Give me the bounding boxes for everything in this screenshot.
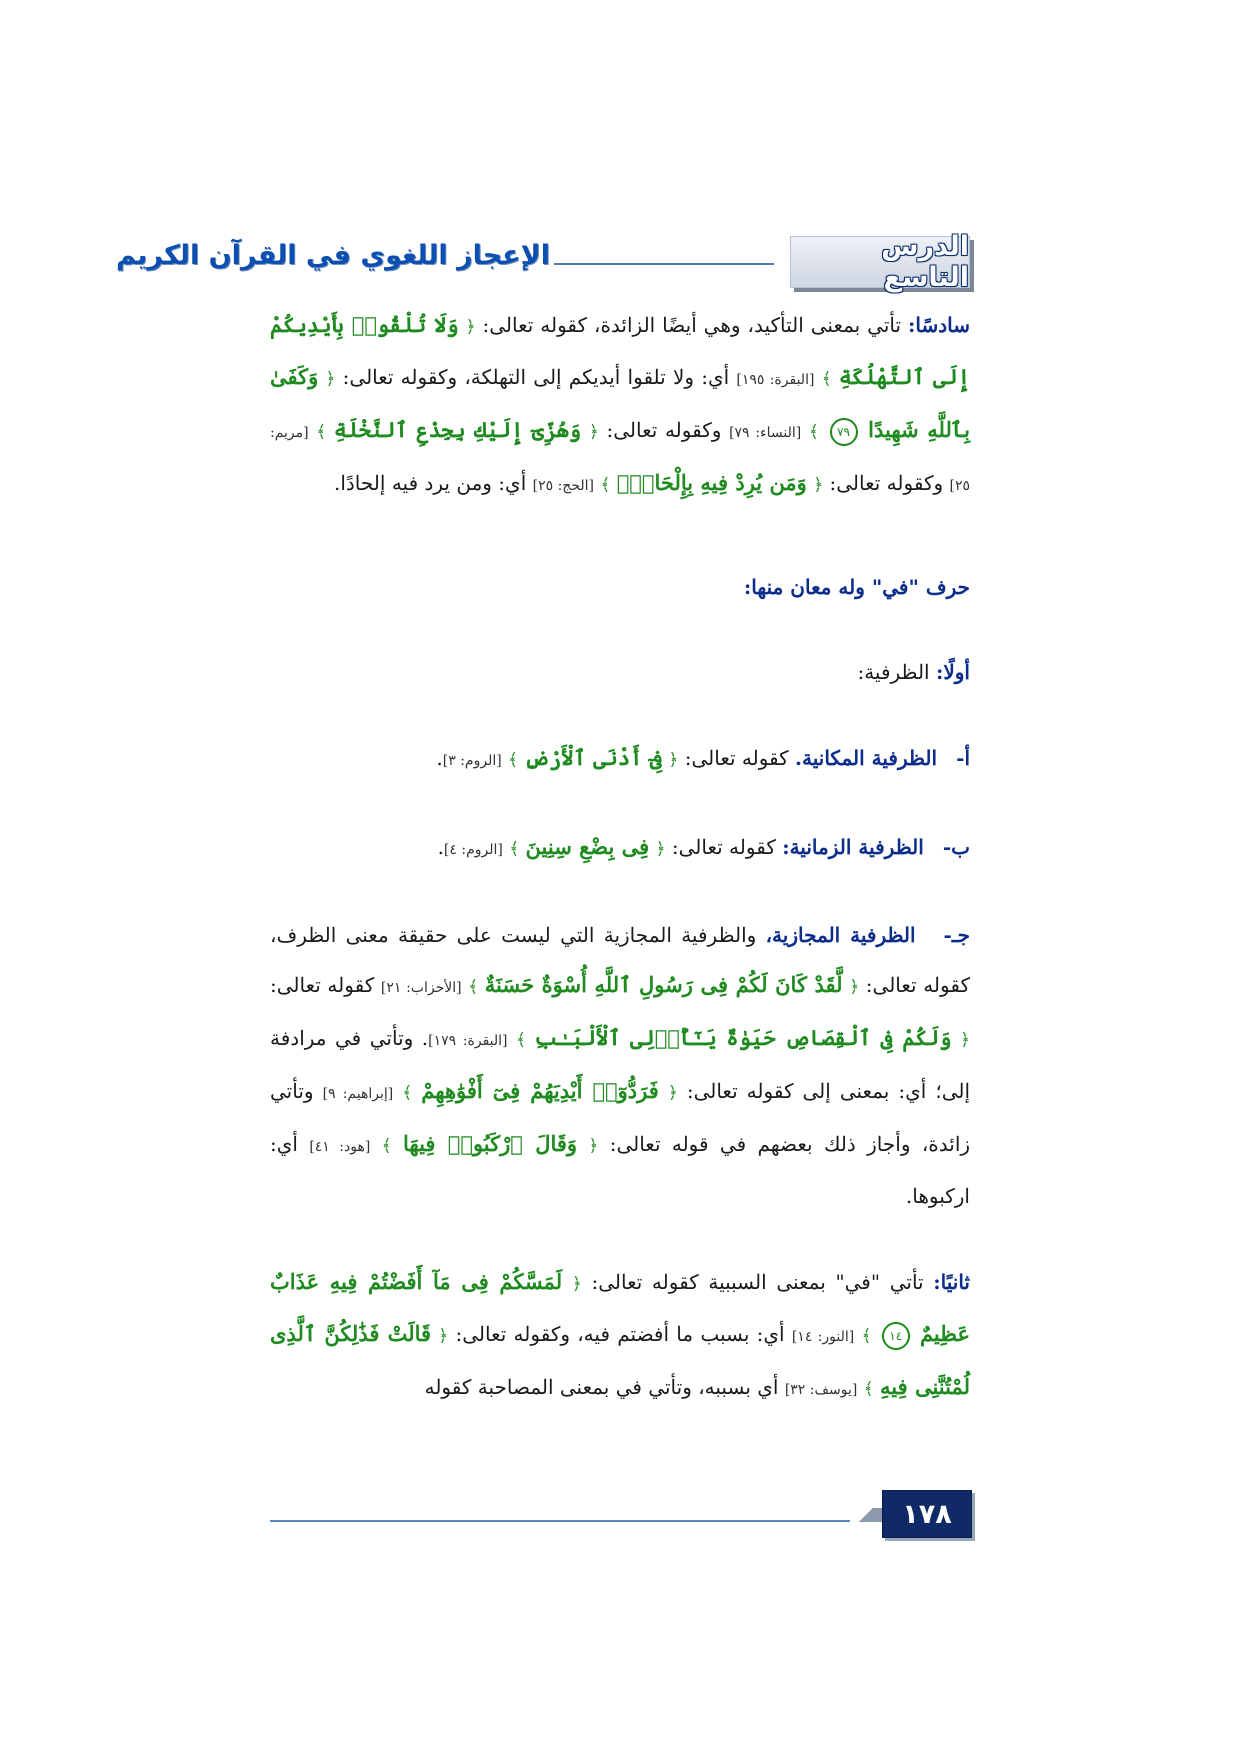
section-heading: حرف "في" وله معان منها: [743,575,970,599]
verse-reference: [الروم: ٤] [443,842,503,858]
body-text: . [437,835,444,859]
verse-reference: [الحج: ٢٥] [532,478,594,494]
quran-open-bracket: ﴿ [849,977,860,997]
quran-verse: وَهُزِّىٓ إِلَيْكِ بِجِذْعِ ٱلنَّخْلَةِ [333,417,582,442]
quran-open-bracket: ﴿ [588,422,599,442]
verse-reference: [هود: ٤١] [309,1139,371,1155]
header-divider [554,263,774,265]
quran-verse: فَرَدُّوٓا۟ أَيْدِيَهُمْ فِىٓ أَفْوَٰهِهِمْ [421,1078,659,1103]
verse-reference: [الروم: ٣] [442,753,502,769]
verse-reference: [مريم: ٢٥] [270,425,970,494]
quran-close-bracket: ﴾ [808,422,819,442]
body-text: أي: بسبب ما أفضتم فيه، وكقوله تعالى: [448,1322,792,1346]
quran-open-bracket: ﴿ [465,317,476,337]
paragraph-second [270,1257,970,1415]
item-letter: ب- [942,835,970,859]
verse-reference: [النساء: ٧٩] [729,425,802,441]
list-item-c [270,911,970,1221]
body-text: أي: اركبوها. [270,1132,970,1208]
body-text: كقوله تعالى: [665,835,783,859]
quran-close-bracket: ﴾ [600,475,611,495]
body-text: الظرفية: [857,660,936,684]
body-text: . [436,746,443,770]
book-title: الإعجاز اللغوي في القرآن الكريم [116,240,550,271]
footer-corner-ornament [850,1508,882,1522]
quran-verse: وَقَالَ ٱرْكَبُوا۟ فِيهَا [403,1131,578,1156]
quran-close-bracket: ﴾ [402,1083,413,1103]
quran-open-bracket: ﴿ [960,1030,971,1050]
item-letter: أ- [956,746,970,770]
item-heading: الظرفية المكانية. [795,746,938,770]
quran-close-bracket: ﴾ [468,977,479,997]
quran-open-bracket: ﴿ [588,1136,599,1156]
verse-reference: [إبراهيم: ٩] [322,1086,394,1102]
body-text: أي: ومن يرد فيه إلحادًا. [333,471,533,495]
paragraph-heading: سادسًا: [908,313,970,337]
paragraph-first [270,648,970,697]
quran-verse: وَلَا تُلْقُوا۟ بِأَيْدِيكُمْ إِلَى ٱلتَّهْلُكَةِ [270,312,971,389]
quran-close-bracket: ﴾ [381,1136,392,1156]
quran-close-bracket: ﴾ [861,1326,872,1346]
body-text: كقوله تعالى: [270,973,381,997]
body-text: تأتي "في" بمعنى السببية كقوله تعالى: [581,1270,934,1294]
body-text: أي: ولا تلقوا أيديكم إلى التهلكة، وكقوله تعالى: [335,365,737,389]
ayah-number-marker: ٧٩ [830,418,858,446]
quran-verse: وَلَكُمْ فِى ٱلْقِصَاصِ حَيَوٰةٌ يَـٰٓأُو۟لِى ٱلْأَلْبَـٰبِ [534,1025,952,1050]
item-letter: جـ- [943,923,971,947]
paragraph-heading: أولًا: [935,660,970,684]
quran-open-bracket: ﴿ [438,1326,449,1346]
verse-reference: [البقرة: ١٧٩] [428,1033,508,1049]
list-item-b [270,822,970,875]
verse-reference: [يوسف: ٣٢] [784,1382,858,1398]
quran-open-bracket: ﴿ [571,1274,582,1294]
quran-close-bracket: ﴾ [316,422,327,442]
body-text: وكقوله تعالى: [598,418,730,442]
quran-verse: وَمَن يُرِدْ فِيهِ بِإِلْحَادٍۭ [616,470,807,495]
item-heading: الظرفية الزمانية: [782,835,924,859]
lesson-label: الدرس التاسع [790,236,970,288]
quran-verse: لَمَسَّكُمْ فِى مَآ أَفَضْتُمْ فِيهِ عَذَابٌ عَظِيمٌ [270,1269,971,1346]
verse-reference: [البقرة: ١٩٥] [736,372,815,388]
page-header [116,231,970,293]
paragraph-heading: ثانيًا: [933,1270,970,1294]
verse-reference: [النور: ١٤] [791,1329,855,1345]
quran-verse: فِىٓ أَدْنَى ٱلْأَرْضِ [524,745,663,770]
quran-close-bracket: ﴾ [508,750,519,770]
page-body [270,300,970,1415]
quran-open-bracket: ﴿ [325,369,336,389]
quran-verse: فِى بِضْعِ سِنِينَ [525,834,650,859]
quran-close-bracket: ﴾ [516,1030,526,1050]
body-text: وتأتي زائدة، وأجاز ذلك بعضهم في قوله تعالى: [270,1079,971,1156]
verse-reference: [الأحزاب: ٢١] [380,980,462,996]
page-number: ١٧٨ [882,1490,972,1538]
paragraph-sixth [270,300,970,511]
ayah-number-marker: ١٤ [882,1322,910,1350]
quran-verse: قَالَتْ فَذَٰلِكُنَّ ٱلَّذِى لُمْتُنَّنِى فِيهِ [270,1321,970,1399]
quran-open-bracket: ﴿ [667,1083,678,1103]
list-item-a [270,733,970,786]
quran-verse: لَّقَدْ كَانَ لَكُمْ فِى رَسُولِ ٱللَّهِ أُسْوَةٌ حَسَنَةٌ [484,972,843,997]
quran-verse: وَكَفَىٰ بِٱللَّهِ شَهِيدًا [270,364,971,442]
item-heading: الظرفية المجازية، [765,923,916,947]
quran-close-bracket: ﴾ [509,839,520,859]
quran-open-bracket: ﴿ [668,750,679,770]
quran-close-bracket: ﴾ [863,1379,874,1399]
quran-open-bracket: ﴿ [655,839,666,859]
quran-open-bracket: ﴿ [813,475,824,495]
body-text: أي بسببه، وتأتي في بمعنى المصاحبة كقوله [424,1375,785,1399]
body-text: تأتي بمعنى التأكيد، وهي أيضًا الزائدة، كقوله تعالى: [475,313,908,337]
body-text: كقوله تعالى: [678,746,796,770]
body-text: . وتأتي في مرادفة إلى؛ أي: بمعنى إلى كقوله تعالى: [270,1026,971,1103]
body-text: وكقوله تعالى: [823,471,950,495]
footer-divider [270,1520,870,1522]
body-text: والظرفية المجازية التي ليست على حقيقة معنى الظرف، كقوله تعالى: [270,923,970,997]
quran-close-bracket: ﴾ [821,369,832,389]
